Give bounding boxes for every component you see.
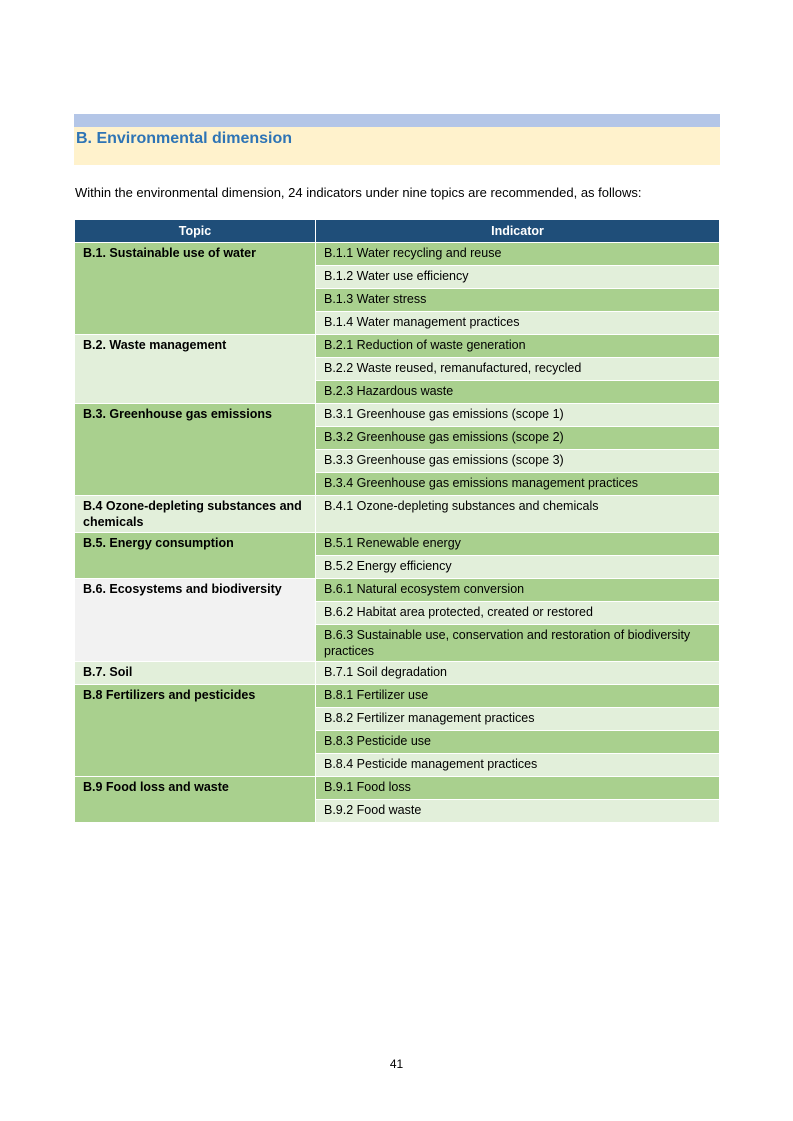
table-row [75,533,720,556]
indicator-cell: B.6.1 Natural ecosystem conversion [316,579,720,602]
table-row [75,685,720,708]
indicator-cell: B.1.3 Water stress [316,289,720,312]
topic-cell: B.9 Food loss and waste [75,777,316,823]
indicator-cell: B.3.3 Greenhouse gas emissions (scope 3) [316,450,720,473]
indicator-cell: B.7.1 Soil degradation [316,662,720,685]
indicator-cell: B.2.3 Hazardous waste [316,381,720,404]
indicator-header: Indicator [316,220,720,243]
table-row [75,579,720,602]
table-header-row [75,220,720,243]
topic-cell: B.4 Ozone-depleting substances and chemicals [75,496,316,533]
topic-cell: B.3. Greenhouse gas emissions [75,404,316,496]
indicator-cell: B.6.2 Habitat area protected, created or restored [316,602,720,625]
indicator-cell: B.5.1 Renewable energy [316,533,720,556]
indicator-cell: B.3.1 Greenhouse gas emissions (scope 1) [316,404,720,427]
indicator-cell: B.3.4 Greenhouse gas emissions management practices [316,473,720,496]
indicator-cell: B.4.1 Ozone-depleting substances and chemicals [316,496,720,533]
section-title: B. Environmental dimension [76,130,293,147]
table-row [75,496,720,533]
intro-paragraph: Within the environmental dimension, 24 indicators under nine topics are recommended, as follows: [75,185,642,200]
table-row [75,404,720,427]
indicator-cell: B.2.2 Waste reused, remanufactured, recycled [316,358,720,381]
indicator-cell: B.3.2 Greenhouse gas emissions (scope 2) [316,427,720,450]
indicator-cell: B.2.1 Reduction of waste generation [316,335,720,358]
topic-cell: B.2. Waste management [75,335,316,404]
topic-cell: B.5. Energy consumption [75,533,316,579]
heading-bar [74,114,720,127]
topic-cell: B.7. Soil [75,662,316,685]
topic-header: Topic [75,220,316,243]
indicator-cell: B.6.3 Sustainable use, conservation and restoration of biodiversity practices [316,625,720,662]
indicator-cell: B.5.2 Energy efficiency [316,556,720,579]
indicator-cell: B.8.3 Pesticide use [316,731,720,754]
table-body [75,243,720,823]
topic-cell: B.1. Sustainable use of water [75,243,316,335]
topic-cell: B.6. Ecosystems and biodiversity [75,579,316,662]
table-row [75,777,720,800]
table-row [75,662,720,685]
topic-cell: B.8 Fertilizers and pesticides [75,685,316,777]
indicator-cell: B.9.2 Food waste [316,800,720,823]
indicator-cell: B.1.4 Water management practices [316,312,720,335]
indicator-cell: B.8.1 Fertilizer use [316,685,720,708]
indicator-cell: B.9.1 Food loss [316,777,720,800]
heading-box [74,127,720,165]
table-row [75,335,720,358]
indicator-cell: B.8.4 Pesticide management practices [316,754,720,777]
table-row [75,243,720,266]
indicator-cell: B.8.2 Fertilizer management practices [316,708,720,731]
indicator-table [74,219,720,823]
indicator-cell: B.1.2 Water use efficiency [316,266,720,289]
section-heading [74,114,720,165]
page-number: 41 [389,1057,404,1071]
indicator-cell: B.1.1 Water recycling and reuse [316,243,720,266]
